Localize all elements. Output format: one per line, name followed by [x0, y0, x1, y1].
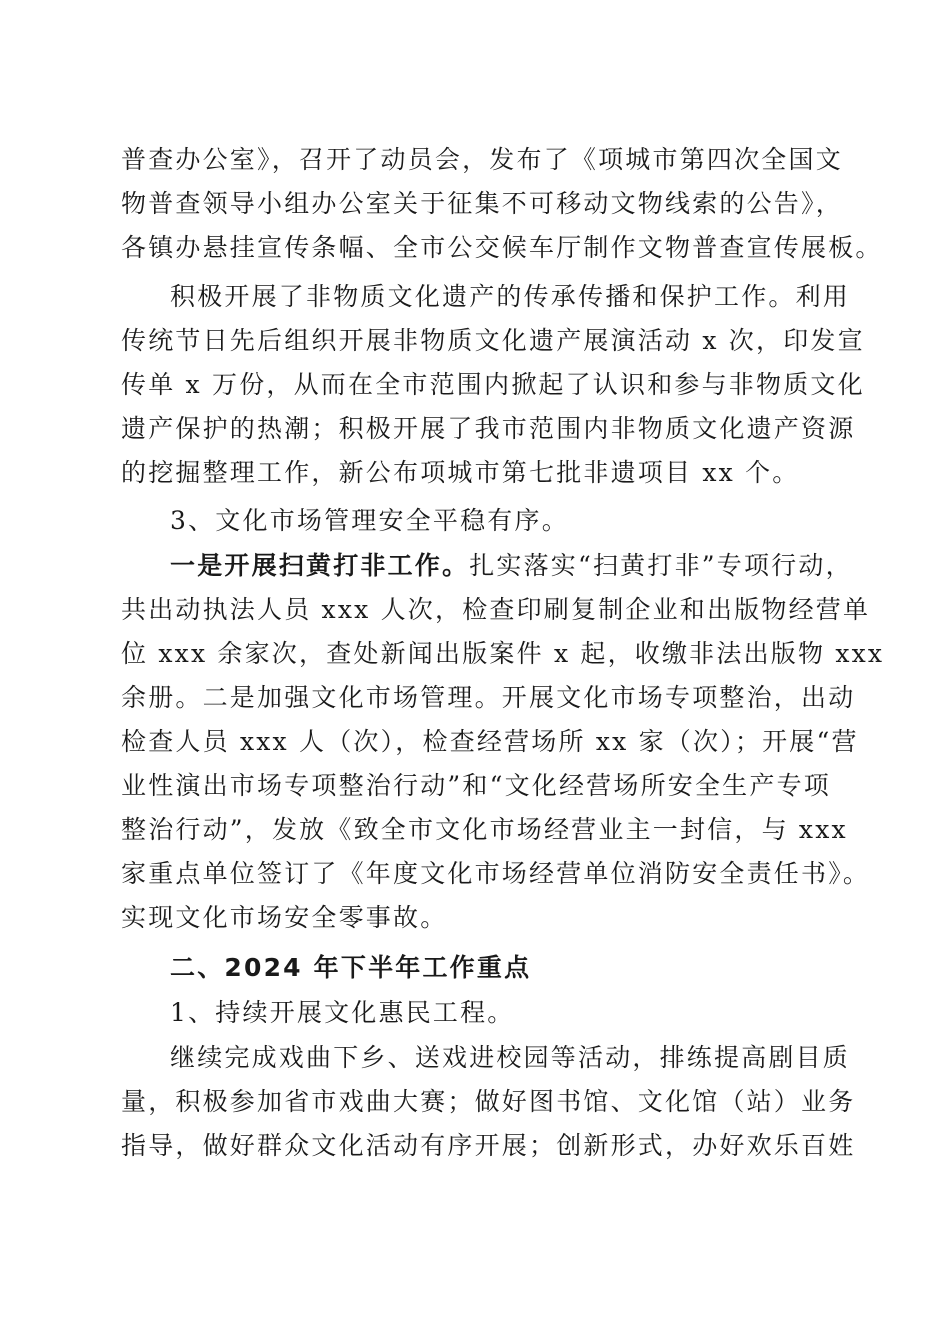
text-line-15: 业性演出市场专项整治行动”和“文化经营场所安全生产专项 — [121, 771, 831, 800]
text-line-3: 各镇办悬挂宣传条幅、全市公交候车厅制作文物普查宣传展板。 — [121, 233, 883, 262]
text-line-16: 整治行动”，发放《致全市文化市场经营业主一封信，与 xxx — [121, 815, 848, 844]
section-heading-second-half: 二、2024 年下半年工作重点 — [170, 953, 532, 982]
paragraph-start-anti-porn — [170, 545, 853, 587]
text-line-18: 实现文化市场安全零事故。 — [121, 903, 448, 932]
text-line-23: 指导，做好群众文化活动有序开展；创新形式，办好欢乐百姓 — [121, 1131, 856, 1160]
text-line-14: 检查人员 xxx 人（次），检查经营场所 xx 家（次）；开展“营 — [121, 727, 859, 756]
lead-phrase: 一是开展扫黄打非工作。 — [170, 551, 470, 580]
subheading-cultural-benefit: 1、持续开展文化惠民工程。 — [170, 998, 515, 1027]
text-line-5: 传统节日先后组织开展非物质文化遗产展演活动 x 次，印发宣 — [121, 326, 865, 355]
text-line-12: 位 xxx 余家次，查处新闻出版案件 x 起，收缴非法出版物 xxx — [121, 639, 885, 668]
text-line-11: 共出动执法人员 xxx 人次，检查印刷复制企业和出版物经营单 — [121, 595, 871, 624]
text-line-22: 量，积极参加省市戏曲大赛；做好图书馆、文化馆（站）业务 — [121, 1087, 856, 1116]
section-heading-market: 3、文化市场管理安全平稳有序。 — [170, 506, 569, 535]
text-line-8: 的挖掘整理工作，新公布项城市第七批非遗项目 xx 个。 — [121, 458, 800, 487]
paragraph-start-opera: 继续完成戏曲下乡、送戏进校园等活动，排练提高剧目质 — [170, 1043, 851, 1072]
text-line-17: 家重点单位签订了《年度文化市场经营单位消防安全责任书》。 — [121, 859, 871, 888]
paragraph-start-intangible-heritage: 积极开展了非物质文化遗产的传承传播和保护工作。利用 — [170, 282, 851, 311]
text-line-2: 物普查领导小组办公室关于征集不可移动文物线索的公告》， — [121, 189, 843, 218]
text-line-7: 遗产保护的热潮；积极开展了我市范围内非物质文化遗产资源 — [121, 414, 856, 443]
lead-remainder: 扎实落实“扫黄打非”专项行动， — [469, 551, 853, 580]
text-line-13: 余册。二是加强文化市场管理。开展文化市场专项整治，出动 — [121, 683, 856, 712]
text-line-1: 普查办公室》，召开了动员会，发布了《项城市第四次全国文 — [121, 145, 843, 174]
text-line-6: 传单 x 万份，从而在全市范围内掀起了认识和参与非物质文化 — [121, 370, 865, 399]
